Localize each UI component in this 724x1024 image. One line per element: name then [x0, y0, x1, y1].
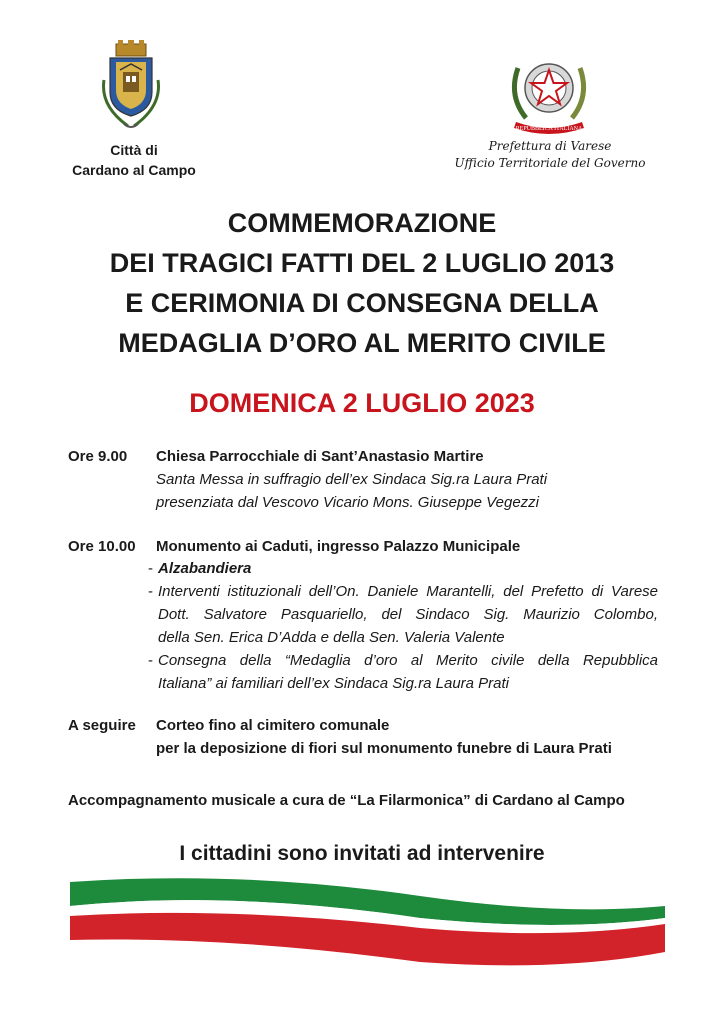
music-note: Accompagnamento musicale a cura de “La Filarmonica” di Cardano al Campo: [68, 792, 625, 809]
event3-place: Corteo fino al cimitero comunale: [156, 717, 390, 734]
prefettura-label: [450, 138, 650, 172]
page-title: [40, 203, 684, 363]
event1-time: Ore 9.00: [68, 448, 128, 465]
event1-place: Chiesa Parrocchiale di Sant’Anastasio Martire: [156, 448, 484, 465]
event3-time: A seguire: [68, 717, 136, 734]
event2-item2-line1: Interventi istituzionali dell’On. Daniele Marantelli, del Prefetto di Varese: [158, 583, 658, 600]
city-label-line2: Cardano al Campo: [72, 162, 196, 178]
city-name: [40, 140, 228, 180]
title-line4: MEDAGLIA D’ORO AL MERITO CIVILE: [118, 328, 606, 358]
tricolor-flag-swoosh: [0, 860, 724, 1024]
event2-time: Ore 10.00: [68, 538, 136, 555]
prefettura-line2: Ufficio Territoriale del Governo: [454, 156, 646, 170]
city-coat-of-arms-icon: [98, 40, 164, 132]
emblem-ribbon-text: REPUBBLICA ITALIANA: [515, 126, 583, 132]
italian-republic-emblem-icon: [506, 46, 592, 136]
title-line2: DEI TRAGICI FATTI DEL 2 LUGLIO 2013: [109, 248, 615, 278]
event1-line2: presenziata dal Vescovo Vicario Mons. Giuseppe Vegezzi: [156, 494, 539, 511]
list-dash: -: [148, 560, 153, 577]
event-date: DOMENICA 2 LUGLIO 2023: [189, 388, 535, 418]
event2-item2-line3: della Sen. Erica D’Adda e della Sen. Valeria Valente: [158, 629, 505, 646]
list-dash: -: [148, 652, 153, 669]
prefettura-line1: Prefettura di Varese: [488, 139, 612, 153]
title-line1: COMMEMORAZIONE: [227, 208, 497, 238]
event3-line1: per la deposizione di fiori sul monumento funebre di Laura Prati: [156, 740, 612, 757]
event2-item1: Alzabandiera: [158, 560, 252, 577]
event2-item3-line2: Italiana” ai familiari dell’ex Sindaca Sig.ra Laura Prati: [158, 675, 510, 692]
event2-item3-line1: Consegna della “Medaglia d’oro al Merito civile della Repubblica: [158, 652, 658, 669]
event2-item2-line2: Dott. Salvatore Pasquariello, del Sindaco Sig. Maurizio Colombo,: [158, 606, 658, 623]
event2-place: Monumento ai Caduti, ingresso Palazzo Municipale: [156, 538, 521, 555]
list-dash: -: [148, 583, 153, 600]
city-label-line1: Città di: [110, 142, 158, 158]
title-line3: E CERIMONIA DI CONSEGNA DELLA: [125, 288, 599, 318]
invitation-text: I cittadini sono invitati ad intervenire: [179, 842, 545, 865]
event1-line1: Santa Messa in suffragio dell’ex Sindaca Sig.ra Laura Prati: [156, 471, 548, 488]
